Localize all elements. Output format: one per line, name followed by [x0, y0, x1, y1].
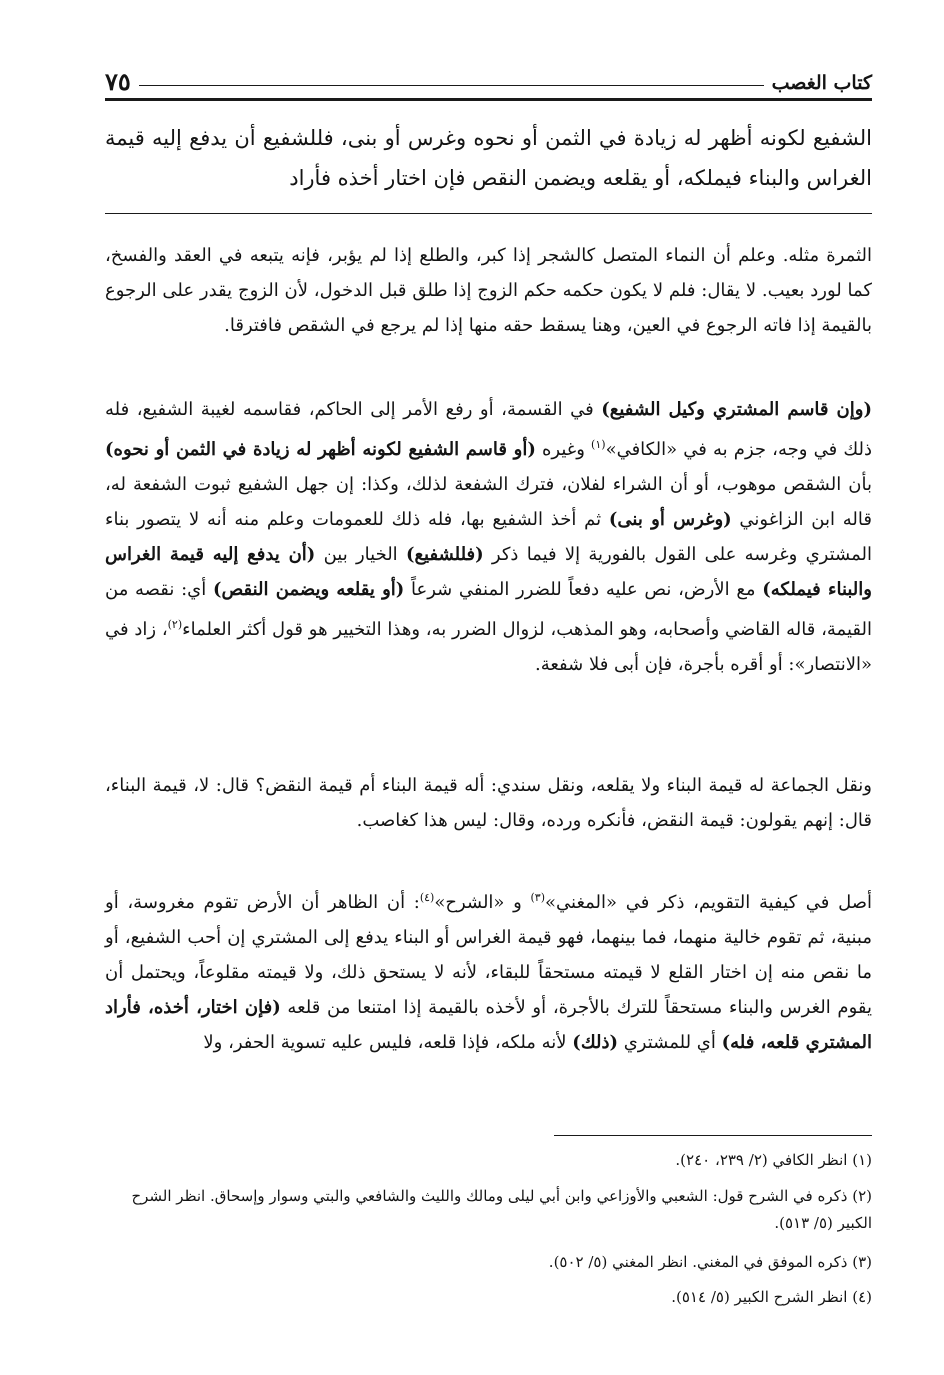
quoted-matn: (وغرس أو بنى) — [608, 509, 732, 530]
quoted-matn: (فإن اختار، أخذه، فأراد المشتري قلعه، فله) — [105, 997, 872, 1053]
footnote-ref-2: (٢) — [167, 618, 183, 631]
commentary-text: وغيره — [535, 439, 592, 460]
commentary-paragraph-4 — [105, 880, 872, 1060]
commentary-text: في القسمة، أو رفع الأمر إلى الحاكم، فقاسمه لغيبة الشفيع، فله ذلك في وجه، جزم به في «الكافي» — [105, 399, 873, 460]
quoted-matn: (فللشفيع) — [405, 544, 484, 565]
commentary-text: أي: نقصه من القيمة، قاله القاضي وأصحابه، وهو المذهب، لزوال الضرر به، وهذا التخيير هو قول أكثر العلماء — [105, 579, 872, 640]
footnote-ref-3: (٣) — [530, 891, 545, 904]
commentary-text: أصل في كيفية التقويم، ذكر في «المغني» — [545, 892, 872, 913]
page-number: ٧٥ — [105, 67, 131, 96]
commentary-text: ، زاد في «الانتصار»: أو أقره بأجرة، فإن أبى فلا شفعة. — [105, 619, 872, 675]
commentary-text: بأن الشقص موهوب، أو أن الشراء لفلان، فترك الشفعة لذلك، وكذا: إن جهل الشفيع ثبوت الشفعة له، قاله ابن الزاغوني — [105, 474, 872, 530]
matn-text: الشفيع لكونه أظهر له زيادة في الثمن أو نحوه وغرس أو بنى، فللشفيع أن يدفع إليه قيمة الغراس والبناء فيملكه، أو يقلعه ويضمن النقص فإن اختار أخذه فأراد — [105, 126, 872, 190]
commentary-text: ثم أخذ الشفيع بها، فله ذلك للعمومات وعلم منه أنه لا يتصور بناء المشتري وغرسه على القول بالفورية إلا فيما ذكر — [105, 509, 872, 565]
commentary-paragraph-3: ونقل الجماعة له قيمة البناء ولا يقلعه، ونقل سندي: أله قيمة البناء أم قيمة النقض؟ قال: لا، قيمة البناء، قال: إنهم يقولون: قيمة النقض، فأنكره ورده، وقال: ليس هذا كغاصب. — [105, 775, 872, 831]
footnote-4: (٤) انظر الشرح الكبير (٥/ ٥١٤). — [671, 1288, 872, 1306]
quoted-matn: (أو قاسم الشفيع لكونه أظهر له زيادة في الثمن أو نحوه) — [105, 439, 536, 460]
footnote-ref-4: (٤) — [419, 891, 435, 904]
commentary-text: : أن الظاهر أن الأرض تقوم مغروسة، أو مبنية، ثم تقوم خالية منهما، فما بينهما، فهو قيمة الغراس أو البناء يدفع إلى المشتري إن أحب الشفيع، أو ما نقص منه إن اختار القلع لا قيمته مستحقاً للبقاء، لأنه لا يستحق ذلك، ولا قيمته مقلوعاً، ويحتمل أن يقوم الغرس والبناء مستحقاً للترك بالأجرة، أو لأخذه بالقيمة إذا امتنعا من قلعه — [105, 892, 872, 1018]
running-header — [105, 58, 872, 101]
quoted-matn: (وإن قاسم المشتري وكيل الشفيع) — [601, 399, 872, 420]
commentary-text: و «الشرح» — [434, 892, 531, 913]
commentary-text: الخيار بين — [315, 544, 406, 565]
header-rule — [139, 85, 764, 86]
commentary-text: لأنه ملكه، فإذا قلعه، فليس عليه تسوية الحفر، ولا — [203, 1032, 573, 1053]
commentary-paragraph-1: الثمرة مثله. وعلم أن النماء المتصل كالشجر إذا كبر، والطلع إذا لم يؤبر، فإنه يتبعه في العقد والفسخ، كما لورد بعيب. لا يقال: فلم لا يكون حكمه حكم الزوج إذا طلق قبل الدخول، لأن الزوج يقدر على الرجوع بالقيمة إذا فاته الرجوع في العين، وهنا يسقط حقه منها إذا لم يرجع في الشقص فافترقا. — [105, 245, 872, 336]
commentary-text: مع الأرض، نص عليه دفعاً للضرر المنفي شرعاً — [404, 579, 763, 600]
quoted-matn: (أو يقلعه ويضمن النقص) — [212, 579, 405, 600]
matn-separator — [105, 213, 872, 214]
footnote-1: (١) انظر الكافي (٢/ ٢٣٩، ٢٤٠). — [675, 1151, 872, 1169]
quoted-matn: (ذلك) — [572, 1032, 618, 1053]
book-title: كتاب الغصب — [771, 72, 872, 94]
footnote-2: (٢) ذكره في الشرح قول: الشعبي والأوزاعي وابن أبي ليلى ومالك والليث والشافعي والبتي وسوار وإسحاق. انظر الشرح الكبير (٥/ ٥١٣). — [131, 1187, 872, 1232]
commentary-paragraph-2 — [105, 392, 872, 682]
footnote-3: (٣) ذكره الموفق في المغني. انظر المغني (٥/ ٥٠٢). — [548, 1253, 872, 1271]
commentary-text: أي للمشتري — [618, 1032, 722, 1053]
footnote-ref-1: (١) — [591, 438, 606, 451]
quoted-matn: (أن يدفع إليه قيمة الغراس والبناء فيملكه) — [105, 544, 872, 600]
footnote-separator — [554, 1135, 872, 1136]
